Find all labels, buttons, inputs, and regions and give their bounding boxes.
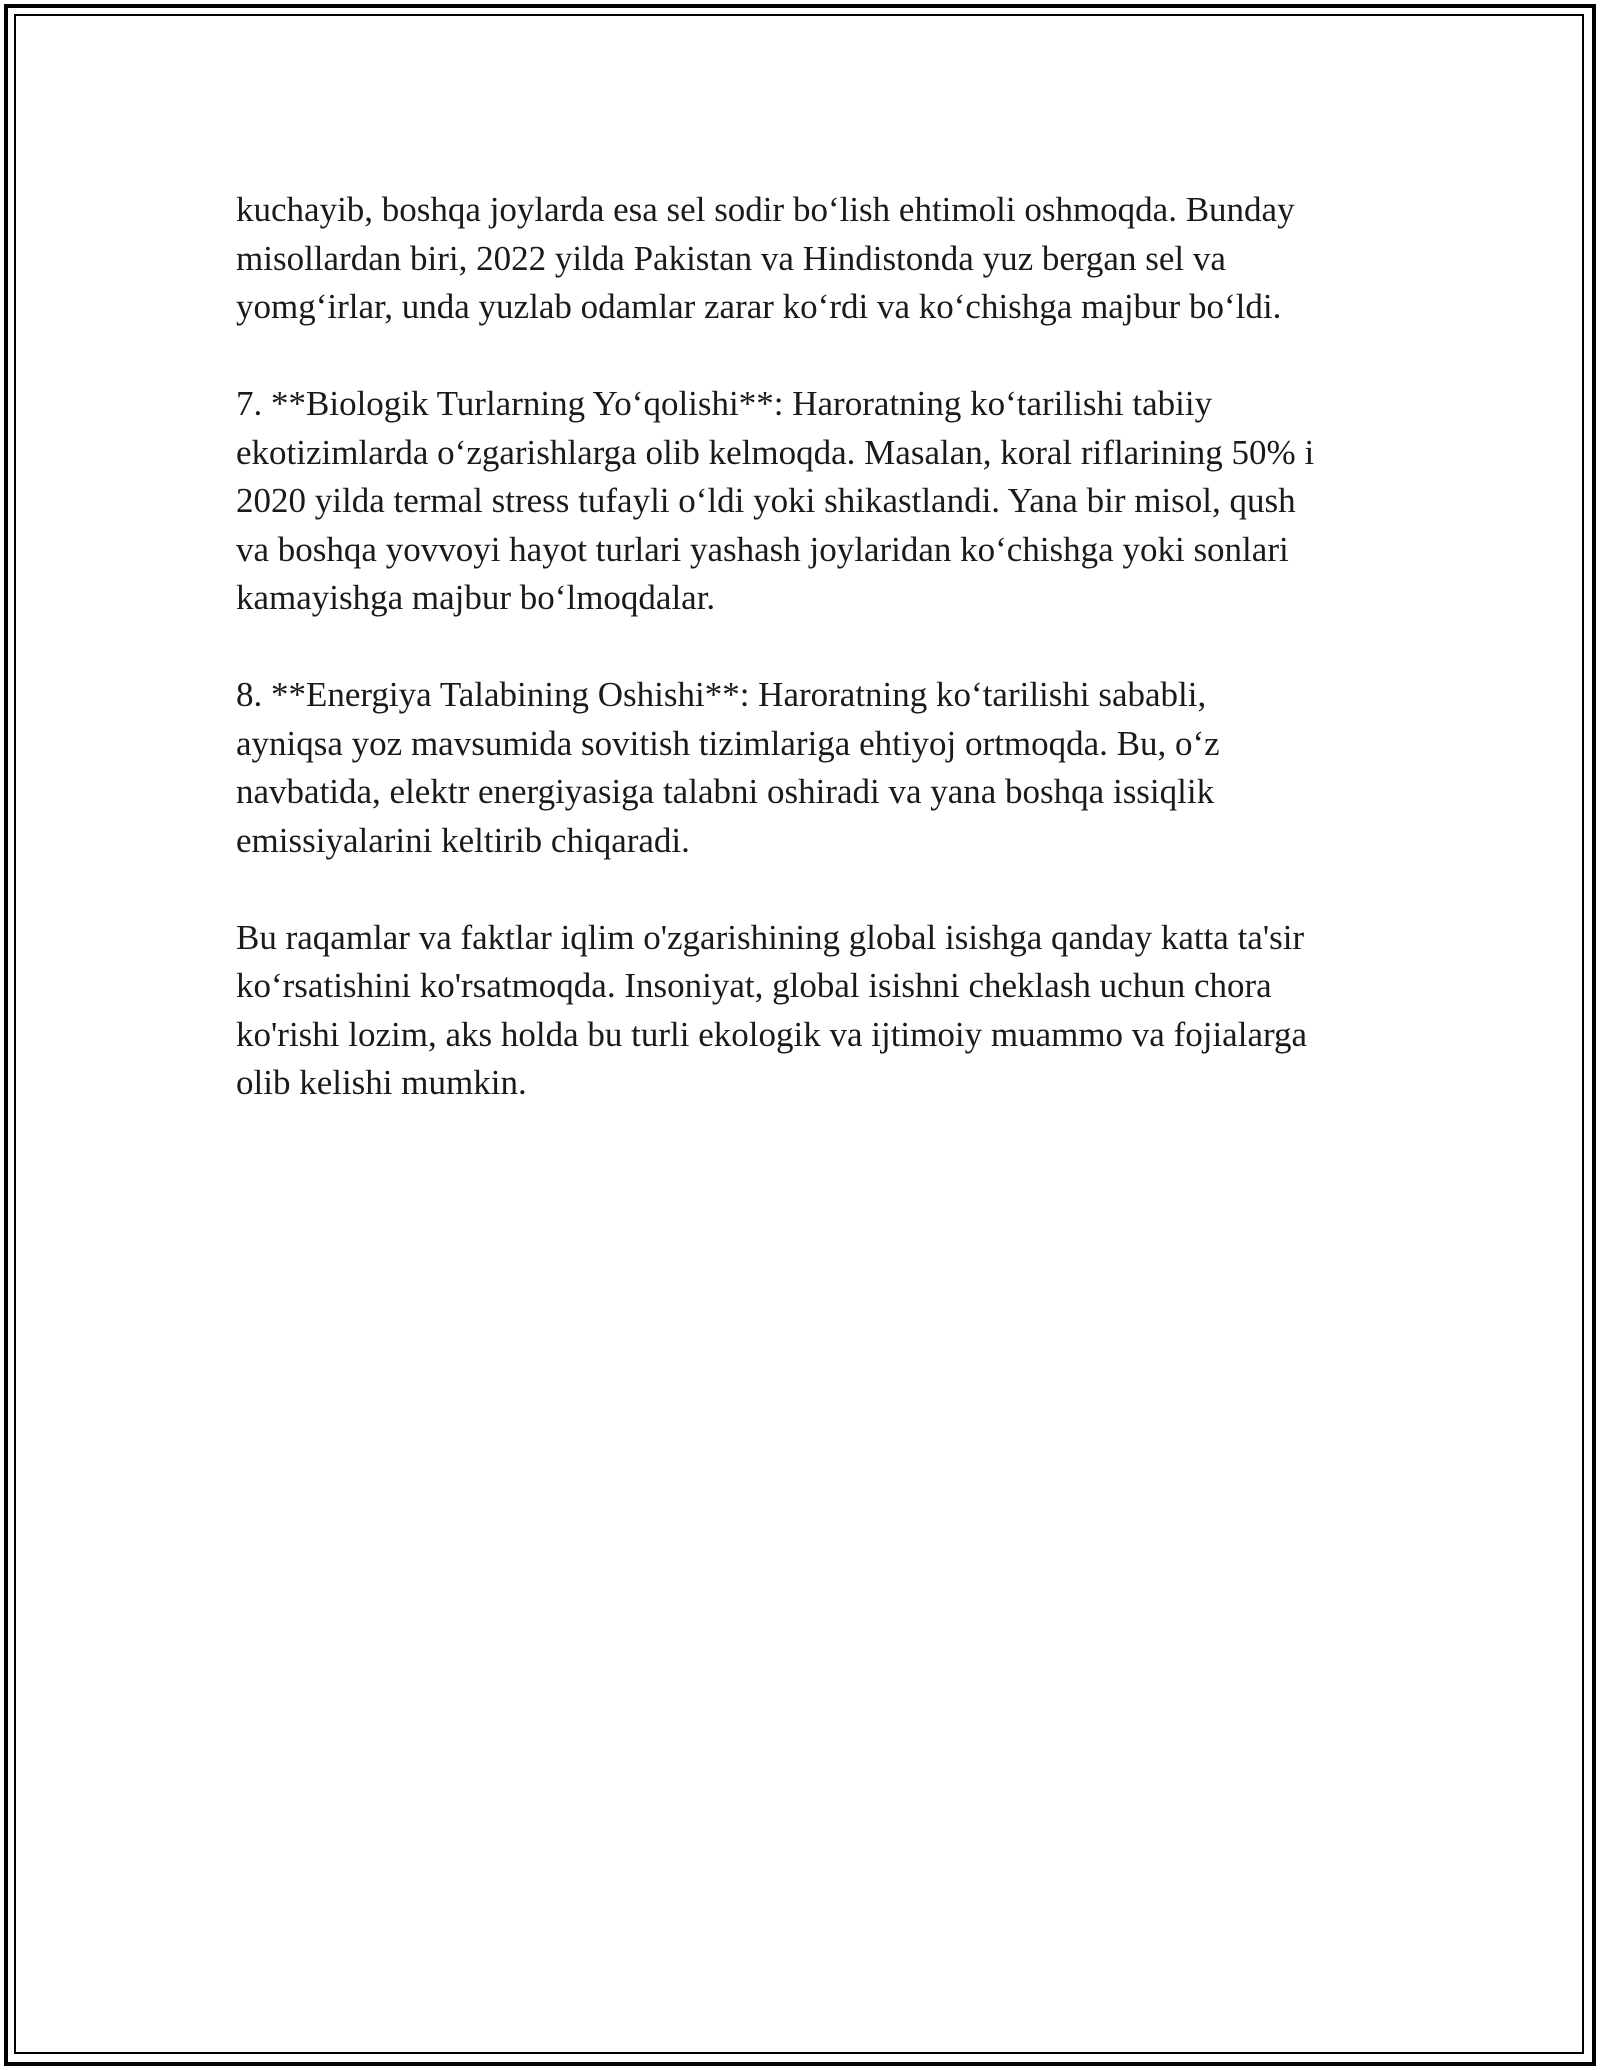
document-body <box>236 186 1376 1156</box>
paragraph-flood-continuation: kuchayib, boshqa joylarda esa sel sodir bo‘lish ehtimoli oshmoqda. Bunday misollardan biri, 2022 yilda Pakistan va Hindistonda yuz bergan sel va yomg‘irlar, unda yuzlab odamlar zarar ko‘rdi va ko‘chishga majbur bo‘ldi. <box>236 190 1295 326</box>
paragraph-species-loss: 7. **Biologik Turlarning Yo‘qolishi**: Haroratning ko‘tarilishi tabiiy ekotizimlarda o‘zgarishlarga olib kelmoqda. Masalan, koral riflarining 50% i 2020 yilda termal stress tufayli o‘ldi yoki shikastlandi. Yana bir misol, qush va boshqa yovvoyi hayot turlari yashash joylaridan ko‘chishga yoki sonlari kamayishga majbur bo‘lmoqdalar. <box>236 384 1315 617</box>
paragraph-conclusion: Bu raqamlar va faktlar iqlim o'zgarishining global isishga qanday katta ta'sir ko‘rsatishini ko'rsatmoqda. Insoniyat, global isishni cheklash uchun chora ko'rishi lozim, aks holda bu turli ekologik va ijtimoiy muammo va fojialarga olib kelishi mumkin. <box>236 917 1308 1102</box>
paragraph-energy-demand: 8. **Energiya Talabining Oshishi**: Haroratning ko‘tarilishi sababli, ayniqsa yoz mavsumida sovitish tizimlariga ehtiyoj ortmoqda. Bu, o‘z navbatida, elektr energiyasiga talabni oshiradi va yana boshqa issiqlik emissiyalarini keltirib chiqaradi. <box>236 675 1220 860</box>
